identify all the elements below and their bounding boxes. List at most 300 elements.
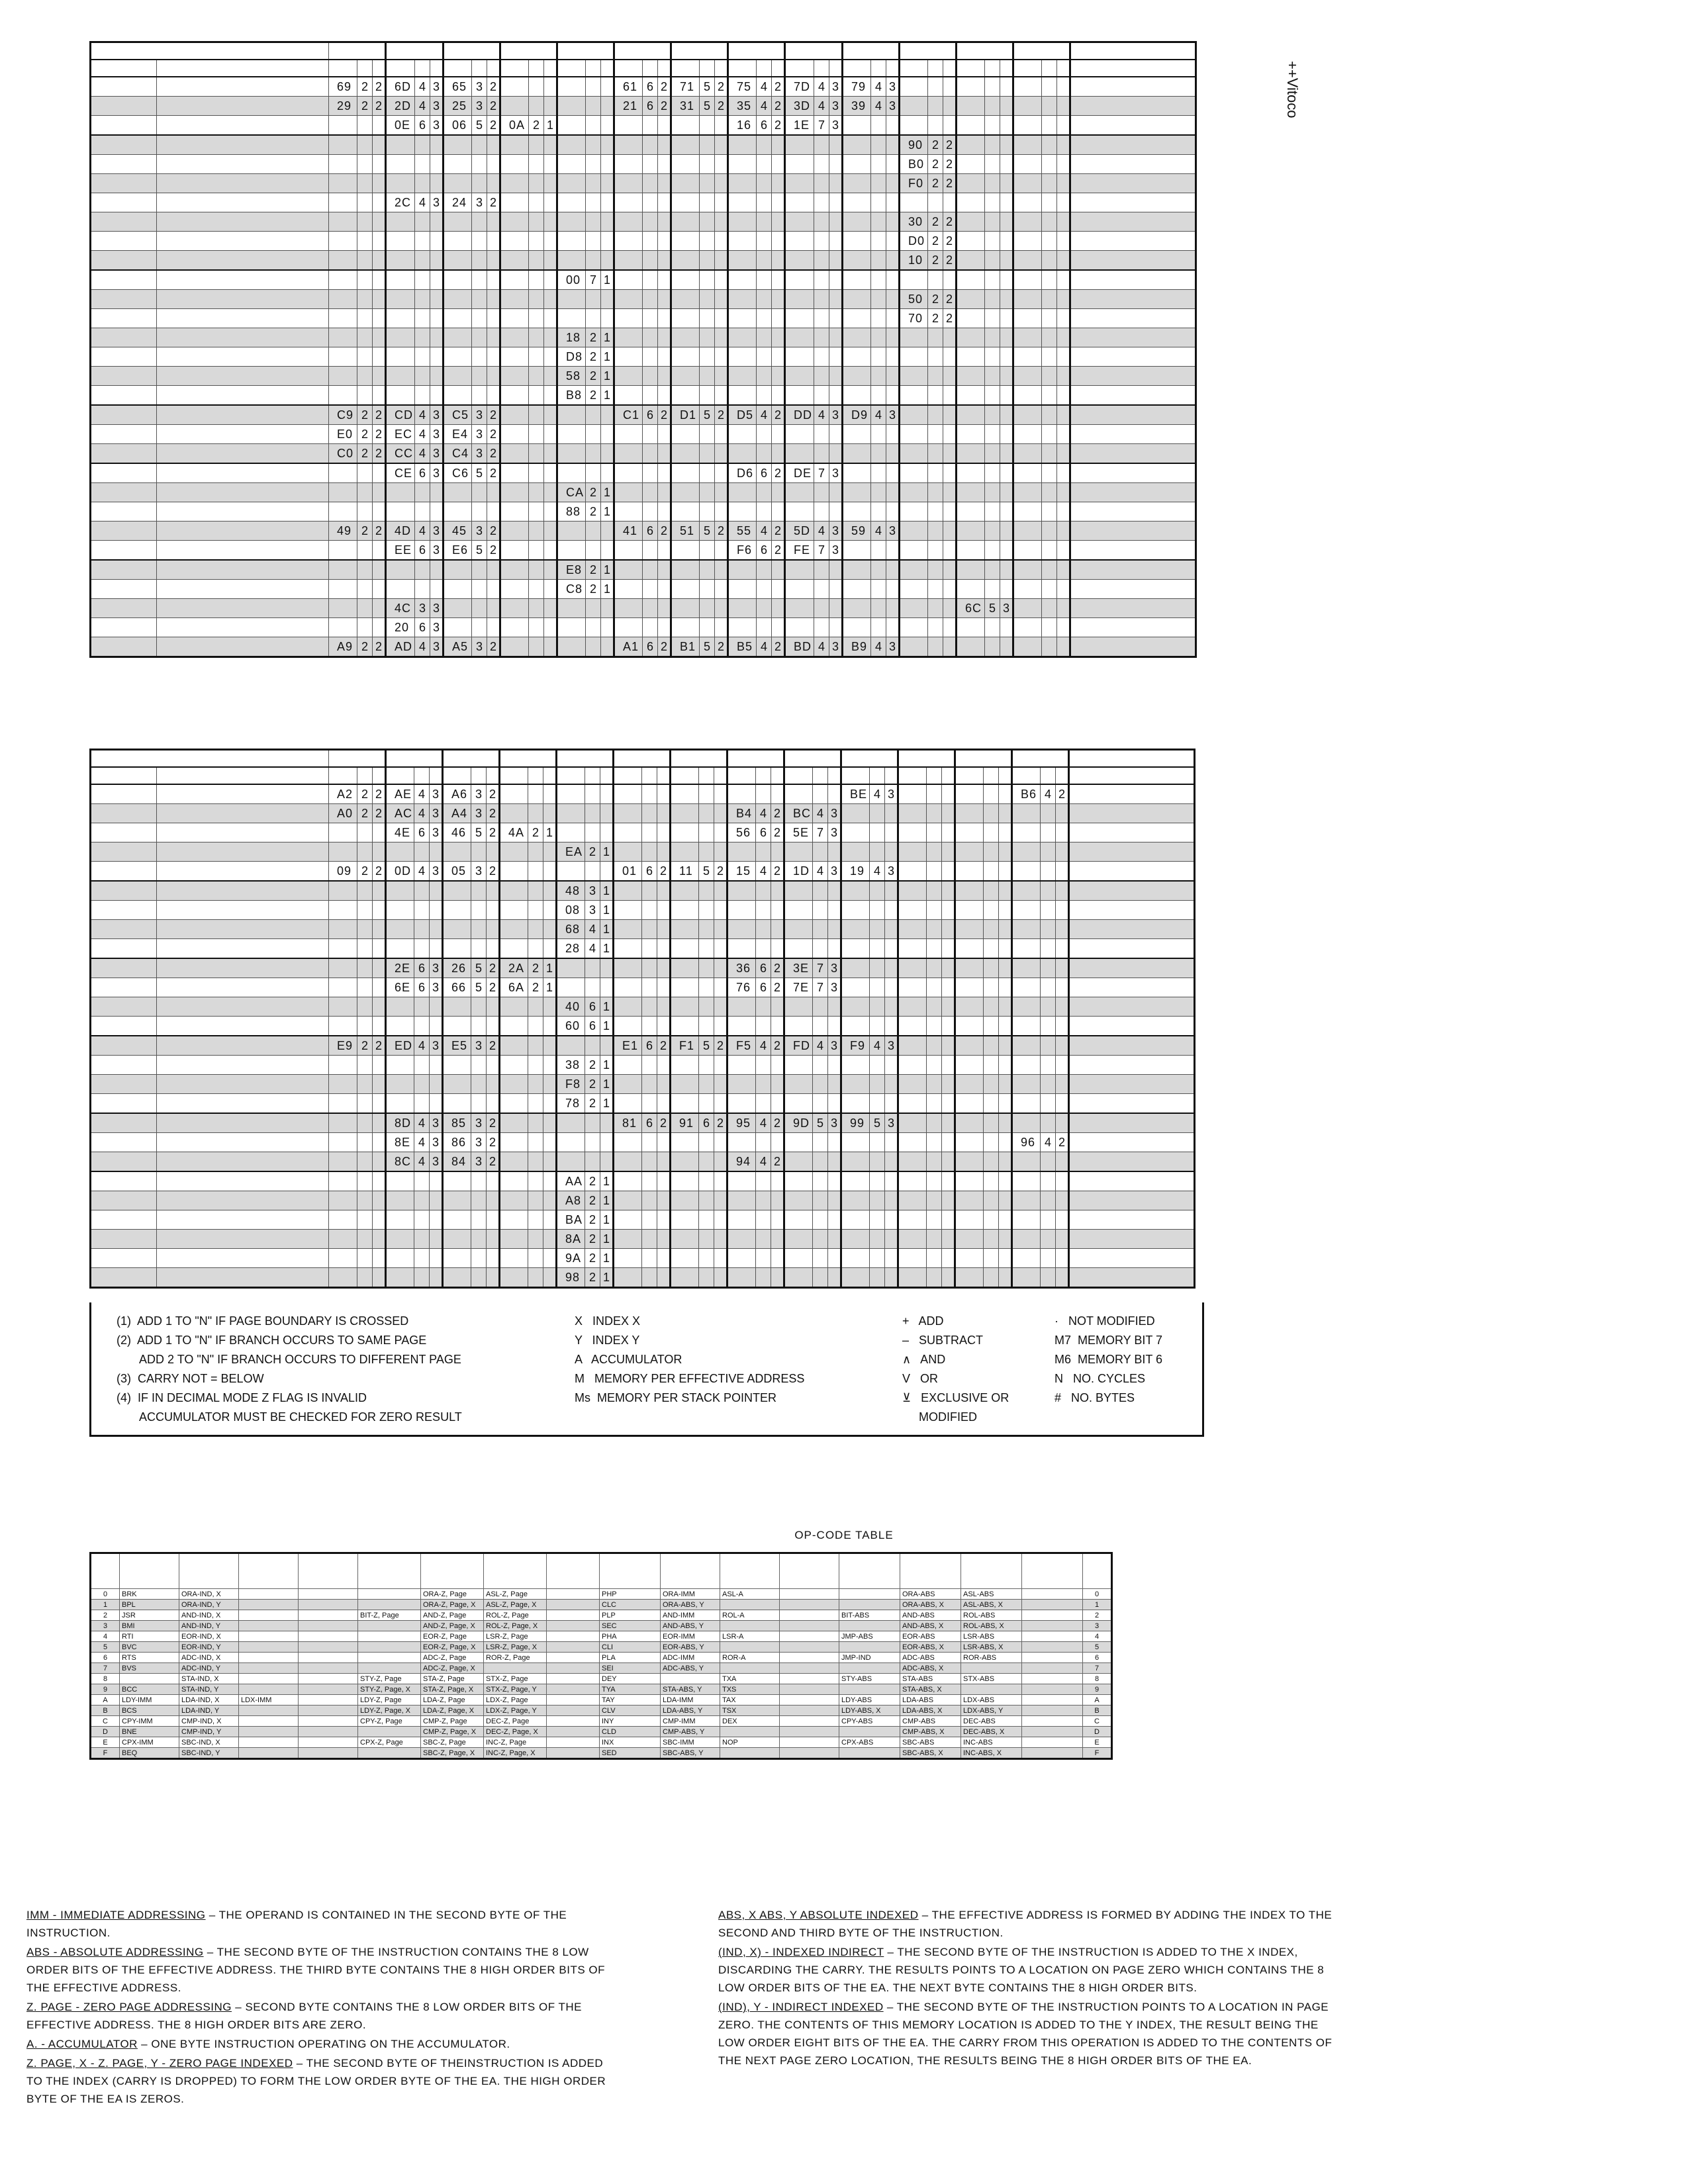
header-sub	[700, 60, 715, 77]
header-mode	[386, 42, 444, 60]
bytes-cell	[829, 483, 843, 502]
header-sub	[900, 60, 928, 77]
opcode-cell	[955, 997, 984, 1017]
opcode-entry: LDX-ABS	[961, 1695, 1022, 1706]
opcode-cell: 69	[329, 77, 357, 97]
opcode-entry	[780, 1706, 839, 1716]
msd-cell: 6	[91, 1653, 120, 1663]
bytes-cell	[999, 881, 1012, 901]
bytes-cell	[543, 1017, 557, 1036]
cycles-cell	[927, 1152, 942, 1172]
opcode-cell	[329, 580, 357, 599]
bytes-cell: 1	[543, 958, 557, 978]
cycles-cell	[813, 997, 828, 1017]
bytes-cell	[658, 541, 671, 561]
lsd-header	[421, 1553, 484, 1589]
opcode-cell	[957, 405, 985, 425]
cycles-cell	[813, 1191, 828, 1210]
opcode-cell	[955, 1017, 984, 1036]
cycles-cell	[642, 1230, 657, 1249]
mnemonic-cell	[91, 174, 157, 193]
instruction-row	[91, 1249, 1195, 1268]
opcode-cell: 36	[727, 958, 756, 978]
opcode-cell	[957, 425, 985, 444]
cycles-cell	[871, 212, 886, 232]
legend-entry	[26, 1906, 622, 1942]
cycles-cell	[642, 1249, 657, 1268]
opcode-cell: 9D	[784, 1113, 813, 1133]
msd-cell: C	[91, 1716, 120, 1727]
opcode-cell	[500, 842, 528, 862]
opcode-cell	[955, 939, 984, 959]
bytes-cell	[657, 1056, 671, 1075]
opcode-cell	[900, 560, 928, 580]
msd-cell: D	[1083, 1727, 1112, 1737]
cycles-cell	[414, 901, 430, 920]
opcode-cell	[329, 1171, 357, 1191]
bytes-cell	[373, 1210, 386, 1230]
bytes-cell	[544, 251, 557, 271]
opcode-cell	[671, 1075, 699, 1094]
bytes-cell	[943, 444, 957, 464]
mnemonic-cell	[91, 155, 157, 174]
lsd-header	[900, 1553, 961, 1589]
opcode-cell	[386, 1094, 414, 1114]
bytes-cell	[657, 1152, 671, 1172]
opcode-entry	[299, 1621, 358, 1631]
header-mode	[841, 750, 898, 768]
bytes-cell	[487, 1171, 500, 1191]
opcode-entry	[720, 1621, 780, 1631]
operation-cell	[157, 958, 329, 978]
opcode-entry	[547, 1642, 600, 1653]
opcode-cell	[900, 637, 928, 657]
opcode-cell	[1013, 560, 1042, 580]
bytes-cell	[1057, 560, 1070, 580]
cycles-cell	[814, 444, 829, 464]
bytes-cell	[373, 580, 386, 599]
opcode-cell	[1013, 232, 1042, 251]
bytes-cell: 2	[487, 1036, 500, 1056]
cycles-cell: 3	[471, 804, 487, 823]
flags-cell	[1070, 522, 1196, 541]
opcode-entry	[484, 1663, 547, 1674]
bytes-cell	[373, 560, 386, 580]
msd-cell: E	[1083, 1737, 1112, 1748]
opcode-cell: 61	[614, 77, 643, 97]
cycles-cell	[984, 862, 999, 882]
bytes-cell	[657, 1210, 671, 1230]
cycles-cell	[757, 251, 772, 271]
cycles-cell	[699, 823, 714, 842]
legend-term: (IND), Y - INDIRECT INDEXED	[718, 2001, 884, 2013]
bytes-cell	[543, 1133, 557, 1152]
bytes-cell: 2	[772, 463, 785, 483]
opcode-cell	[386, 367, 415, 386]
legend-term: A. - ACCUMULATOR	[26, 2038, 138, 2050]
cycles-cell	[928, 386, 943, 406]
bytes-cell	[829, 444, 843, 464]
opcode-cell	[386, 901, 414, 920]
cycles-cell	[985, 251, 1000, 271]
opcode-cell	[1013, 541, 1042, 561]
note-line: M MEMORY PER EFFECTIVE ADDRESS	[575, 1372, 805, 1385]
bytes-cell	[829, 580, 843, 599]
bytes-cell	[1000, 155, 1013, 174]
bytes-cell	[771, 1171, 784, 1191]
instruction-row	[91, 881, 1195, 901]
header-sub	[870, 767, 885, 784]
cycles-cell	[984, 1171, 999, 1191]
opcode-cell	[900, 116, 928, 136]
bytes-cell	[771, 1249, 784, 1268]
bytes-cell	[828, 1230, 841, 1249]
cycles-cell	[870, 842, 885, 862]
opcode-entry	[547, 1653, 600, 1663]
header-sub	[557, 60, 586, 77]
cycles-cell	[357, 1171, 373, 1191]
opcode-cell	[329, 1268, 357, 1288]
cycles-cell	[756, 1017, 771, 1036]
cycles-cell	[928, 599, 943, 618]
opcode-cell	[727, 1191, 756, 1210]
opcode-cell	[843, 116, 871, 136]
opcode-cell	[955, 920, 984, 939]
opcode-cell	[900, 618, 928, 637]
instruction-row	[91, 1171, 1195, 1191]
opcode-cell	[955, 901, 984, 920]
bytes-cell	[373, 1017, 386, 1036]
cycles-cell	[928, 502, 943, 522]
bytes-cell	[373, 174, 386, 193]
bytes-cell	[544, 425, 557, 444]
opcode-cell	[728, 193, 757, 212]
flags-cell	[1069, 1113, 1195, 1133]
opcode-entry: SBC-IMM	[661, 1737, 720, 1748]
opcode-entry	[839, 1684, 900, 1695]
cycles-cell	[757, 193, 772, 212]
opcode-cell	[955, 1152, 984, 1172]
cycles-cell: 2	[585, 1094, 600, 1114]
opcode-entry: CLI	[600, 1642, 661, 1653]
cycles-cell	[757, 425, 772, 444]
opcode-cell	[727, 1171, 756, 1191]
opcode-cell: B9	[843, 637, 871, 657]
bytes-cell: 3	[430, 193, 444, 212]
cycles-cell: 4	[415, 193, 430, 212]
opcode-cell	[957, 270, 985, 290]
bytes-cell: 1	[600, 1056, 614, 1075]
cycles-cell	[927, 997, 942, 1017]
cycles-cell	[414, 842, 430, 862]
cycles-cell	[984, 1210, 999, 1230]
opcode-entry: BMI	[120, 1621, 179, 1631]
cycles-cell	[1042, 77, 1057, 97]
cycles-cell	[984, 1036, 999, 1056]
cycles-cell: 3	[472, 405, 487, 425]
opcode-cell	[444, 309, 472, 328]
note-line: ACCUMULATOR MUST BE CHECKED FOR ZERO RESULT	[117, 1410, 462, 1424]
cycles-cell	[813, 1230, 828, 1249]
opcode-cell: 2A	[500, 958, 528, 978]
cycles-cell	[756, 901, 771, 920]
opcode-cell	[386, 212, 415, 232]
lsd-header	[661, 1553, 720, 1589]
opcode-cell: 3E	[784, 958, 813, 978]
opcode-entry: CMP-IND, Y	[179, 1727, 239, 1737]
opcode-cell	[671, 560, 700, 580]
cycles-cell	[529, 77, 544, 97]
cycles-cell	[871, 599, 886, 618]
opcode-cell	[785, 618, 814, 637]
cycles-cell	[927, 1249, 942, 1268]
bytes-cell	[487, 212, 500, 232]
bytes-cell: 1	[601, 560, 614, 580]
cycles-cell	[814, 425, 829, 444]
opcode-cell	[500, 1171, 528, 1191]
opcode-entry: ADC-IMM	[661, 1653, 720, 1663]
opcode-cell	[898, 862, 927, 882]
cycles-cell	[529, 309, 544, 328]
opcode-cell	[329, 560, 357, 580]
opcode-entry	[780, 1663, 839, 1674]
opcode-cell	[671, 823, 699, 842]
cycles-cell	[415, 560, 430, 580]
opcode-row	[91, 1663, 1112, 1674]
opcode-entry: LSR-A	[720, 1631, 780, 1642]
bytes-cell	[1056, 1056, 1069, 1075]
bytes-cell	[373, 502, 386, 522]
opcode-cell	[671, 367, 700, 386]
cycles-cell	[1042, 193, 1057, 212]
bytes-cell	[886, 367, 900, 386]
opcode-cell	[614, 1230, 642, 1249]
opcode-cell	[500, 580, 529, 599]
opcode-entry	[839, 1621, 900, 1631]
cycles-cell	[927, 1113, 942, 1133]
bytes-cell: 2	[772, 637, 785, 657]
opcode-cell	[785, 193, 814, 212]
bytes-cell	[885, 804, 898, 823]
bytes-cell	[658, 212, 671, 232]
opcode-cell: 35	[728, 97, 757, 116]
bytes-cell: 3	[430, 978, 443, 997]
bytes-cell	[487, 1056, 500, 1075]
opcode-cell: E8	[557, 560, 586, 580]
cycles-cell	[357, 1230, 373, 1249]
opcode-cell	[898, 804, 927, 823]
opcode-cell	[557, 541, 586, 561]
bytes-cell	[1057, 444, 1070, 464]
opcode-cell	[1012, 881, 1041, 901]
opcode-cell	[841, 997, 870, 1017]
mnemonic-cell	[91, 232, 157, 251]
mnemonic-cell	[91, 386, 157, 406]
bytes-cell	[942, 1210, 955, 1230]
cycles-cell	[870, 978, 885, 997]
bytes-cell	[373, 212, 386, 232]
opcode-entry: SBC-IND, X	[179, 1737, 239, 1748]
opcode-entry	[358, 1631, 421, 1642]
instruction-row	[91, 174, 1196, 193]
bytes-cell	[487, 309, 500, 328]
flags-cell	[1070, 560, 1196, 580]
cycles-cell	[472, 328, 487, 347]
cycles-cell	[414, 1249, 430, 1268]
bytes-cell	[772, 193, 785, 212]
cycles-cell	[357, 958, 373, 978]
cycles-cell	[415, 135, 430, 155]
opcode-cell	[898, 1075, 927, 1094]
cycles-cell	[985, 155, 1000, 174]
bytes-cell	[828, 1268, 841, 1288]
cycles-cell: 2	[928, 212, 943, 232]
bytes-cell	[772, 155, 785, 174]
bytes-cell: 2	[487, 444, 500, 464]
opcode-cell: B6	[1012, 784, 1041, 804]
opcode-entry: AND-Z, Page, X	[421, 1621, 484, 1631]
opcode-entry	[239, 1621, 299, 1631]
bytes-cell	[1056, 823, 1069, 842]
lsd-header	[299, 1553, 358, 1589]
opcode-cell	[386, 997, 414, 1017]
opcode-cell	[727, 939, 756, 959]
mnemonic-cell	[91, 444, 157, 464]
opcode-entry	[547, 1589, 600, 1600]
header-sub	[828, 767, 841, 784]
opcode-entry: AND-ABS, X	[900, 1621, 961, 1631]
opcode-cell	[785, 309, 814, 328]
cycles-cell	[757, 367, 772, 386]
cycles-cell	[984, 1075, 999, 1094]
opcode-cell	[444, 155, 472, 174]
cycles-cell	[928, 522, 943, 541]
opcode-entry: LDA-ABS, Y	[661, 1706, 720, 1716]
operation-cell	[157, 270, 329, 290]
bytes-cell	[373, 939, 386, 959]
opcode-cell	[329, 1249, 357, 1268]
cycles-cell: 2	[528, 978, 543, 997]
instruction-row	[91, 920, 1195, 939]
opcode-cell	[557, 116, 586, 136]
opcode-cell: 5D	[785, 522, 814, 541]
bytes-cell	[886, 193, 900, 212]
bytes-cell	[373, 1230, 386, 1249]
bytes-cell	[943, 637, 957, 657]
cycles-cell	[927, 1210, 942, 1230]
flags-cell	[1069, 1171, 1195, 1191]
opcode-entry: LDY-Z, Page, X	[358, 1706, 421, 1716]
cycles-cell: 4	[870, 1036, 885, 1056]
opcode-cell	[557, 784, 585, 804]
bytes-cell	[1000, 405, 1013, 425]
opcode-cell: E5	[443, 1036, 471, 1056]
flags-cell	[1069, 958, 1195, 978]
bytes-cell	[543, 1152, 557, 1172]
cycles-cell	[756, 1133, 771, 1152]
opcode-cell	[955, 1230, 984, 1249]
bytes-cell	[658, 425, 671, 444]
cycles-cell	[927, 958, 942, 978]
bytes-cell	[658, 463, 671, 483]
opcode-cell	[500, 309, 529, 328]
bytes-cell	[487, 618, 500, 637]
opcode-entry: ORA-Z, Page, X	[421, 1600, 484, 1610]
cycles-cell	[813, 939, 828, 959]
opcode-entry: JSR	[120, 1610, 179, 1621]
instruction-row	[91, 804, 1195, 823]
bytes-cell	[885, 1017, 898, 1036]
instruction-row	[91, 637, 1196, 657]
opcode-cell	[614, 881, 642, 901]
bytes-cell	[487, 1230, 500, 1249]
opcode-cell: 71	[671, 77, 700, 97]
cycles-cell	[700, 483, 715, 502]
opcode-cell	[329, 1152, 357, 1172]
cycles-cell	[642, 978, 657, 997]
opcode-cell	[500, 784, 528, 804]
opcode-cell	[955, 1094, 984, 1114]
cycles-cell: 6	[757, 541, 772, 561]
cycles-cell	[1042, 97, 1057, 116]
opcode-entry: STA-Z, Page	[421, 1674, 484, 1684]
opcode-cell	[671, 541, 700, 561]
bytes-cell	[1057, 155, 1070, 174]
opcode-cell	[329, 1017, 357, 1036]
cycles-cell	[1042, 232, 1057, 251]
cycles-cell: 4	[585, 939, 600, 959]
bytes-cell: 1	[601, 386, 614, 406]
bytes-cell: 2	[487, 1152, 500, 1172]
cycles-cell	[414, 939, 430, 959]
opcode-entry: DEC-Z, Page	[484, 1716, 547, 1727]
bytes-cell: 1	[600, 997, 614, 1017]
cycles-cell	[870, 1017, 885, 1036]
opcode-cell	[614, 328, 643, 347]
bytes-cell	[828, 1133, 841, 1152]
bytes-cell	[715, 155, 728, 174]
cycles-cell: 6	[757, 116, 772, 136]
cycles-cell: 4	[757, 522, 772, 541]
opcode-cell	[727, 1017, 756, 1036]
opcode-cell	[785, 328, 814, 347]
opcode-entry: SEI	[600, 1663, 661, 1674]
opcode-cell	[557, 405, 586, 425]
bytes-cell	[829, 193, 843, 212]
cycles-cell	[357, 1152, 373, 1172]
cycles-cell	[756, 939, 771, 959]
opcode-cell	[671, 958, 699, 978]
cycles-cell	[357, 1133, 373, 1152]
bytes-cell	[373, 958, 386, 978]
opcode-cell: BD	[785, 637, 814, 657]
cycles-cell	[813, 1171, 828, 1191]
opcode-entry: JMP-ABS	[839, 1631, 900, 1642]
cycles-cell	[528, 1268, 543, 1288]
opcode-cell	[784, 1171, 813, 1191]
cycles-cell	[643, 444, 658, 464]
bytes-cell: 2	[658, 77, 671, 97]
opcode-cell	[843, 309, 871, 328]
opcode-entry: ADC-Z, Page, X	[421, 1663, 484, 1674]
opcode-cell	[900, 599, 928, 618]
opcode-entry: CLV	[600, 1706, 661, 1716]
bytes-cell	[373, 978, 386, 997]
bytes-cell	[999, 804, 1012, 823]
header-sub	[643, 60, 658, 77]
opcode-entry: LDY-Z, Page	[358, 1695, 421, 1706]
cycles-cell: 2	[585, 1191, 600, 1210]
